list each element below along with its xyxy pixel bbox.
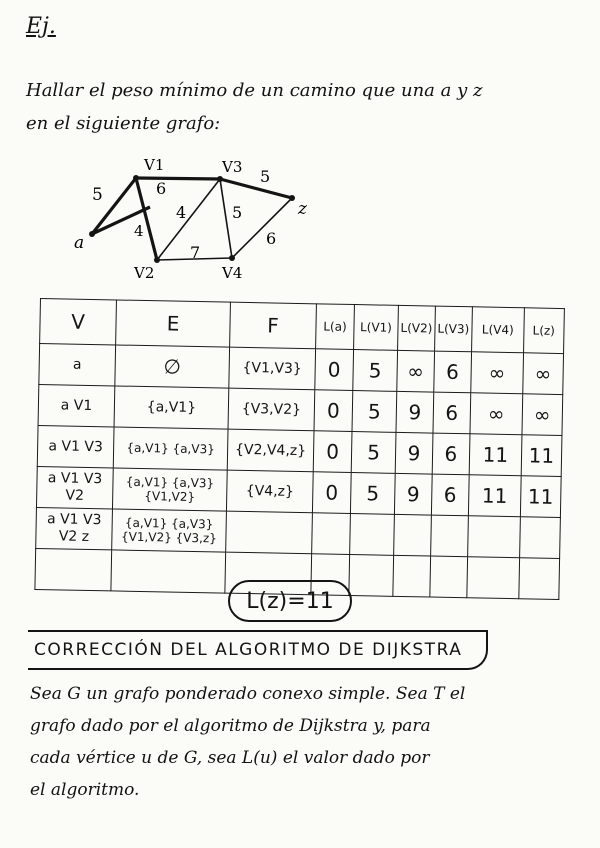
paragraph-line-4: el algoritmo. xyxy=(30,780,140,800)
weight-v1-v2: 4 xyxy=(176,203,187,222)
section-title: CORRECCIÓN DEL ALGORITMO DE DIJKSTRA xyxy=(28,630,488,670)
vertex-z xyxy=(289,195,295,201)
label-a: a xyxy=(74,233,85,253)
cell-e: {a,V1} {a,V3} {V1,V2} {V3,z} xyxy=(112,509,227,552)
weighted-graph xyxy=(70,150,330,290)
cell-v: a V1 V3 xyxy=(37,425,114,467)
header-v: V xyxy=(40,299,117,345)
cell-l-v4 xyxy=(467,557,520,599)
vertex-v3 xyxy=(217,176,223,182)
cell-l-v2: 9 xyxy=(396,391,434,433)
paragraph-line-1: Sea G un grafo ponderado conexo simple. Sea T el xyxy=(30,684,466,704)
edge-v1-v3 xyxy=(136,178,220,179)
cell-l-z: 11 xyxy=(521,435,562,477)
problem-statement-line-1: Hallar el peso mínimo de un camino que una a y z xyxy=(26,80,483,101)
cell-l-v2: ∞ xyxy=(397,350,435,392)
cell-l-v1: 5 xyxy=(351,432,396,474)
weight-v1-v3: 6 xyxy=(156,179,167,198)
cell-e: {a,V1} {a,V3} {V1,V2} xyxy=(112,468,227,511)
cell-l-z: ∞ xyxy=(523,353,564,395)
cell-l-v4: ∞ xyxy=(470,393,523,435)
cell-l-z: ∞ xyxy=(522,394,563,436)
weight-v3-z: 5 xyxy=(260,167,271,186)
cell-f xyxy=(226,511,313,554)
cell-l-v3: 6 xyxy=(433,392,471,434)
cell-e xyxy=(111,550,226,593)
cell-l-v4: ∞ xyxy=(471,352,524,394)
cell-f: {V1,V3} xyxy=(229,347,316,390)
dijkstra-table xyxy=(34,298,564,600)
vertex-v4 xyxy=(229,255,235,261)
weight-v3-v4: 5 xyxy=(232,203,243,222)
cell-l-a: 0 xyxy=(313,431,352,473)
paragraph-line-3: cada vértice u de G, sea L(u) el valor dado por xyxy=(30,748,430,768)
cell-v: a xyxy=(39,344,116,386)
paragraph-line-2: grafo dado por el algoritmo de Dijkstra y, para xyxy=(30,716,431,736)
cell-l-v1 xyxy=(349,554,394,596)
exercise-heading: Ej. xyxy=(26,14,56,39)
cell-e: {a,V1} {a,V3} xyxy=(113,427,228,470)
cell-l-v1: 5 xyxy=(350,473,395,515)
cell-v xyxy=(35,548,112,590)
cell-l-v2: 9 xyxy=(394,473,432,515)
cell-f: {V3,V2} xyxy=(228,388,315,431)
cell-l-v1: 5 xyxy=(352,391,397,433)
cell-l-v1: 5 xyxy=(353,350,398,392)
weight-a-v1: 5 xyxy=(92,185,103,205)
cell-l-v4: 11 xyxy=(469,434,522,476)
label-v2: V2 xyxy=(134,264,155,282)
cell-l-v3: 6 xyxy=(432,433,470,475)
vertex-v1 xyxy=(133,175,139,181)
cell-f: {V2,V4,z} xyxy=(227,429,314,472)
label-v3: V3 xyxy=(222,158,243,176)
header-l-z: L(z) xyxy=(523,308,564,354)
cell-v: a V1 V3 V2 xyxy=(36,466,113,508)
cell-l-v3 xyxy=(430,556,468,598)
edge-v3-z xyxy=(220,179,292,198)
cell-f: {V4,z} xyxy=(226,470,313,513)
edge-v1-v2 xyxy=(136,178,157,260)
header-l-a: L(a) xyxy=(316,304,355,350)
edge-v3-v4 xyxy=(220,179,232,258)
cell-l-a xyxy=(312,513,351,555)
cell-l-v4 xyxy=(467,516,520,558)
edge-v3-v2 xyxy=(157,179,220,260)
cell-e: ∅ xyxy=(115,345,230,388)
header-l-v3: L(V3) xyxy=(434,306,472,352)
result-oval: L(z)=11 xyxy=(228,580,352,622)
header-l-v2: L(V2) xyxy=(398,305,436,351)
label-v1: V1 xyxy=(144,156,165,174)
cell-l-v3: 6 xyxy=(434,351,472,393)
vertex-a xyxy=(89,231,95,237)
header-l-v1: L(V1) xyxy=(354,305,399,351)
cell-l-v3: 6 xyxy=(431,474,469,516)
problem-statement-line-2: en el siguiente grafo: xyxy=(26,113,221,134)
cell-l-v2 xyxy=(393,555,431,597)
cell-l-v1 xyxy=(350,513,395,555)
cell-v: a V1 xyxy=(38,384,115,426)
cell-l-v2: 9 xyxy=(395,432,433,474)
weight-v2-v4: 7 xyxy=(190,243,201,262)
cell-l-v2 xyxy=(394,514,432,556)
header-f: F xyxy=(230,302,317,349)
header-l-v4: L(V4) xyxy=(471,307,524,353)
cell-v: a V1 V3 V2 z xyxy=(36,507,113,549)
weight-v4-z: 6 xyxy=(266,229,277,248)
cell-l-a: 0 xyxy=(312,472,351,514)
vertex-v2 xyxy=(154,257,160,263)
cell-l-v3 xyxy=(431,515,469,557)
header-e: E xyxy=(116,300,231,347)
label-v4: V4 xyxy=(222,264,243,282)
cell-l-z xyxy=(519,558,560,600)
cell-l-z: 11 xyxy=(520,476,561,518)
cell-l-a: 0 xyxy=(314,390,353,432)
cell-l-z xyxy=(519,517,560,559)
weight-a-v2: 4 xyxy=(134,222,144,240)
cell-e: {a,V1} xyxy=(114,386,229,429)
cell-l-v4: 11 xyxy=(468,475,521,517)
label-z: z xyxy=(298,199,307,219)
cell-l-a: 0 xyxy=(315,349,354,391)
